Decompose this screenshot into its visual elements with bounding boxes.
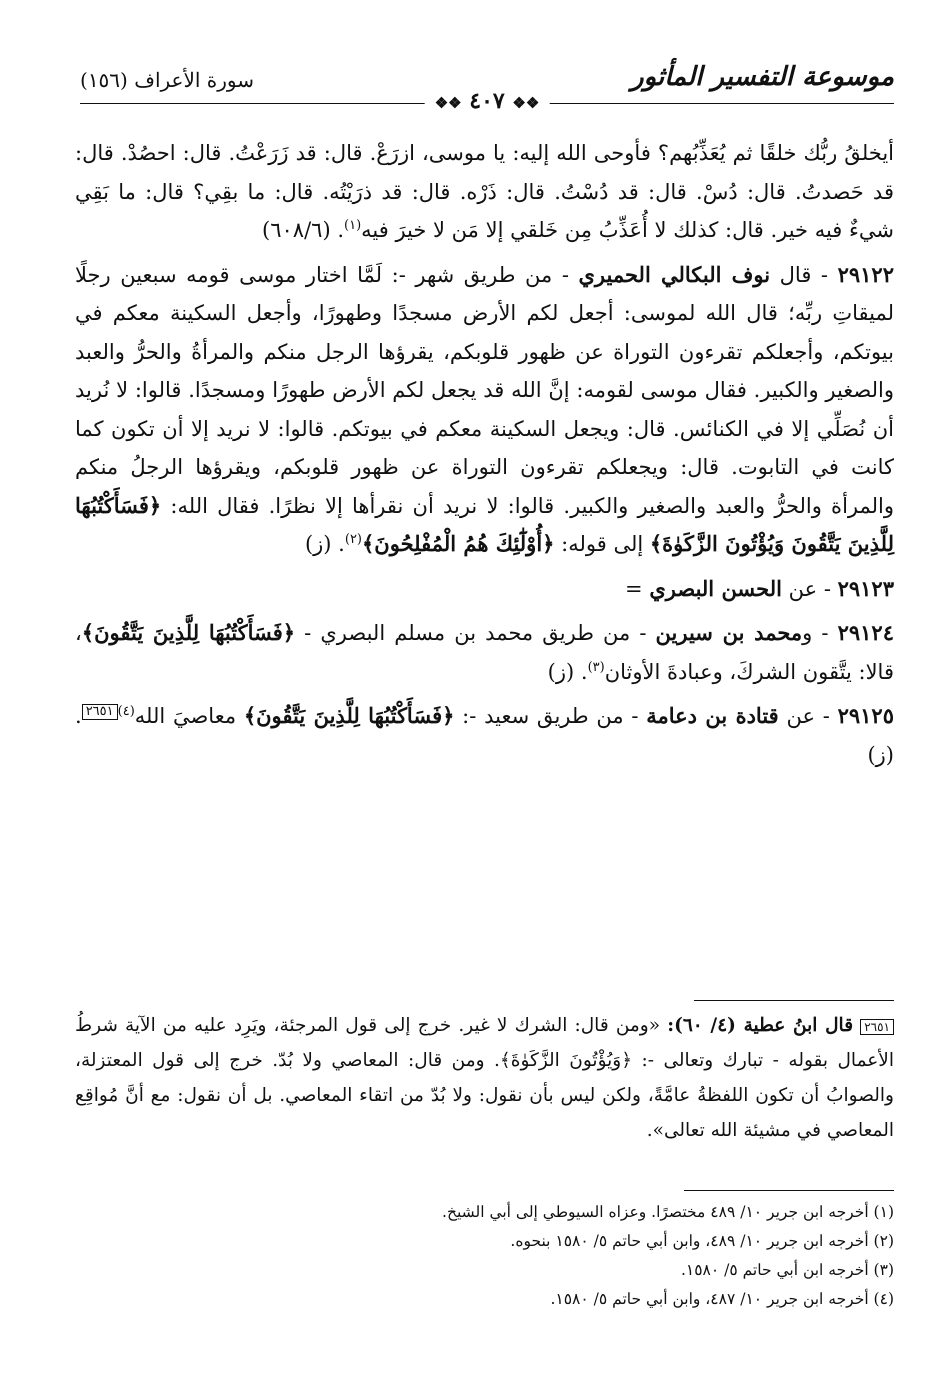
footnote: (١) أخرجه ابن جرير ١٠/ ٤٨٩ مختصرًا. وعزاه السيوطي إلى أبي الشيخ. bbox=[442, 1203, 894, 1221]
paragraph-text: - من طريق شهر -: لَمَّا اختار موسى قومه سبعين رجلًا لميقاتِ ربِّه؛ قال الله لموسى: أجعل لكم الأرض مسجدًا وطهورًا، وأجعل السكينة معكم في بيوتكم، وأجعلكم تقرءون التوراة عن ظهور قلوبكم، يقرؤها الرجل منكم والمرأةُ والحرُّ والعبد والصغير والكبير. فقال موسى لقومه: إنَّ الله قد يجعل لكم الأرض طهورًا ومسجدًا. قالوا: لا نُريد أن نُصَلِّي إلا في الكنائس. قال: ويجعل السكينة معكم في بيوتكم. قالوا: لا نريد إلا أن تكون كما كانت في التابوت. قال: ويجعلكم تقرءون التوراة عن ظهور قلوبكم، ويقرؤها الرجلُ منكم والمرأة والحرُّ والعبد والصغير والكبير. قالوا: لا نريد أن نقرأها إلا نظرًا. فقال الله: bbox=[75, 262, 894, 518]
paragraph bbox=[75, 697, 894, 774]
footnote-rule bbox=[684, 1190, 894, 1191]
paragraph bbox=[75, 134, 894, 250]
narrator-name: نوف البكالي الحميري bbox=[578, 261, 771, 287]
page-number-block bbox=[425, 88, 550, 114]
narration-number: ٢٩١٢٣ bbox=[837, 575, 894, 601]
comment-text: «ومن قال: الشرك لا غير. خرج إلى قول المرجئة، ويَرِد عليه من الآية شرطُ الأعمال بقوله - تبارك وتعالى -: ﴿وَيُؤْتُونَ الزَّكَوٰةَ﴾. ومن قال: المعاصي ولا بُدّ. خرج إلى قول المعتزلة، والصوابُ أن تكون اللفظةُ عامَّةً، ولكن ليس بأن نقول: ولا بُدّ من اتقاء المعاصي. بل أن نقول: مع أنَّ مُواقِع المعاصي في مشيئة الله تعالى». bbox=[75, 1015, 894, 1141]
comment-rule bbox=[694, 1000, 894, 1001]
quran-quote: ﴿فَسَأَكْتُبُهَا لِلَّذِينَ يَتَّقُونَ وَيُؤْتُونَ الزَّكَوٰةَ﴾ bbox=[75, 492, 894, 556]
narrator-name: محمد بن سيرين bbox=[655, 620, 803, 645]
quran-quote: ﴿فَسَأَكْتُبُهَا لِلَّذِينَ يَتَّقُونَ﴾ bbox=[81, 620, 296, 645]
comment-author: قال ابنُ عطية (٤/ ٦٠): bbox=[667, 1015, 854, 1036]
paragraph-text: - من طريق محمد بن مسلم البصري - bbox=[295, 621, 656, 645]
paragraph-text: - و bbox=[802, 621, 838, 645]
quran-quote: ﴿أُوْلَٰٓئِكَ هُمُ الْمُفْلِحُونَ﴾ bbox=[362, 531, 555, 556]
footnote-marker: (١) bbox=[344, 218, 362, 233]
quran-quote: ﴿فَسَأَكْتُبُهَا لِلَّذِينَ يَتَّقُونَ﴾ bbox=[243, 703, 455, 728]
paragraph-text: معاصيَ الله bbox=[134, 704, 244, 728]
paragraph bbox=[75, 614, 894, 691]
paragraph-text: ، قالا: يتَّقون الشركَ، وعبادةَ الأوثان bbox=[75, 621, 894, 684]
ornament-left: ❖❖ bbox=[434, 94, 462, 112]
footnote: (٢) أخرجه ابن جرير ١٠/ ٤٨٩، وابن أبي حاتم ٥/ ١٥٨٠ بنحوه. bbox=[510, 1232, 894, 1250]
comment-ref-box: ٢٦٥١ bbox=[82, 704, 118, 720]
paragraph bbox=[75, 256, 894, 564]
narrator-name: الحسن البصري bbox=[649, 575, 782, 601]
narration-number: ٢٩١٢٥ bbox=[837, 703, 894, 728]
main-text bbox=[75, 134, 894, 780]
paragraph-text: - قال bbox=[770, 262, 838, 287]
comment-number-box: ٢٦٥١ bbox=[860, 1019, 894, 1035]
paragraph-text: . (ز) bbox=[304, 532, 345, 556]
paragraph-text: . (٦٠٨/٦) bbox=[262, 218, 344, 242]
paragraph-text: - عن bbox=[781, 576, 838, 601]
paragraph-text: أيخلقُ ربُّك خلقًا ثم يُعَذِّبُهم؟ فأوحى الله إليه: يا موسى، ازرَعْ. قال: قد زَرَعْتُ. قال: احصُدْ. قال: قد حَصدتُ. قال: دُسْ. قال: قد دُسْتُ. قال: ذَرْه. قال: قد ذرَيْتُه. قال: ما بقِي؟ قال: ما بَقِي شيءٌ فيه خير. قال: كذلك لا أُعَذِّبُ مِن خَلقي إلا مَن لا خيرَ فيه bbox=[75, 141, 894, 242]
narrator-name: قتادة بن دعامة bbox=[646, 703, 779, 728]
ornament-right: ❖❖ bbox=[512, 94, 540, 112]
paragraph-text: = bbox=[625, 576, 650, 601]
paragraph-text: . (ز) bbox=[547, 659, 588, 684]
footnote-marker: (٣) bbox=[587, 659, 605, 675]
paragraph-text: إلى قوله: bbox=[554, 532, 650, 556]
page-number: ٤٠٧ bbox=[469, 88, 505, 114]
paragraph-text: . (ز) bbox=[75, 704, 894, 767]
narration-number: ٢٩١٢٢ bbox=[837, 261, 894, 287]
footnote: (٤) أخرجه ابن جرير ١٠/ ٤٨٧، وابن أبي حاتم ٥/ ١٥٨٠. bbox=[550, 1290, 894, 1308]
footnote-marker: (٤) bbox=[117, 704, 135, 719]
book-title: موسوعة التفسير المأثور bbox=[631, 62, 894, 92]
footnotes bbox=[75, 1198, 894, 1314]
paragraph-text: - عن bbox=[778, 704, 838, 728]
page-header bbox=[80, 62, 894, 118]
surah-label: سورة الأعراف (١٥٦) bbox=[80, 68, 255, 92]
footnote-marker: (٢) bbox=[344, 532, 362, 547]
footnote: (٣) أخرجه ابن أبي حاتم ٥/ ١٥٨٠. bbox=[680, 1261, 894, 1279]
narration-number: ٢٩١٢٤ bbox=[837, 620, 894, 645]
paragraph-text: - من طريق سعيد -: bbox=[454, 704, 647, 728]
commentary-block bbox=[75, 1008, 894, 1148]
paragraph bbox=[75, 570, 894, 609]
